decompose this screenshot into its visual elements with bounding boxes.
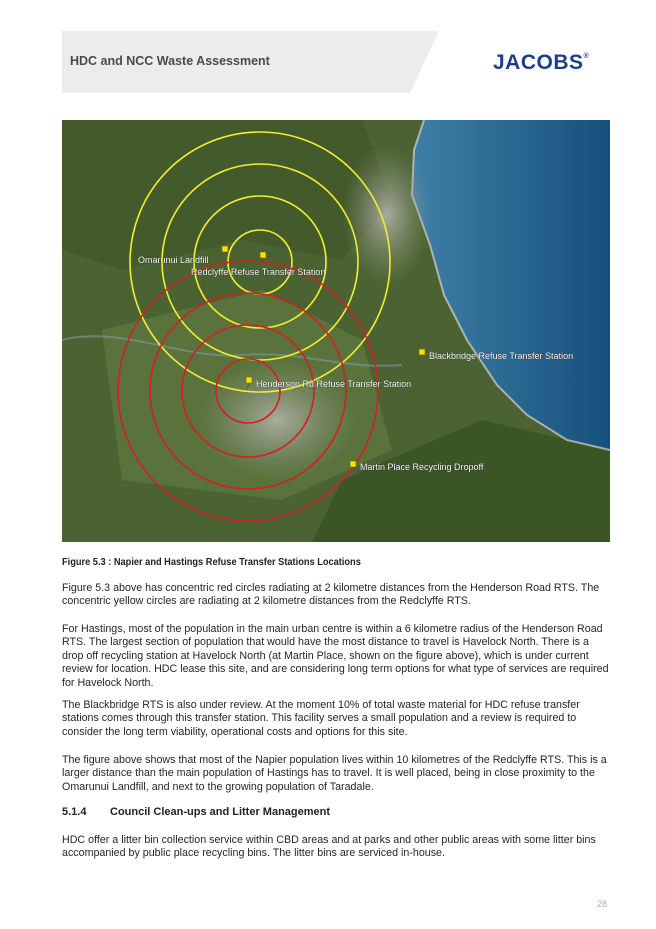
paragraph-4: The figure above shows that most of the Napier population lives within 10 kilometres of the Redclyffe RTS. This is a larger distance than the main population of Hastings has to travel. It is well placed, being in close proximity to the Omarunui Landfill, and next to the growing population of Taradale. [62, 754, 607, 793]
paragraph-2: For Hastings, most of the population in the main urban centre is within a 6 kilometre radius of the Henderson Road RTS. The largest section of population that would have the most distance to travel is Havelock North. There is a drop off recycling station at Havelock North (at Martin Place, shown on the figure above), which is under current review for location. HDC lease this site, and are considering long term options for what type of services are required for Havelock North. [62, 623, 609, 689]
document-title: HDC and NCC Waste Assessment [70, 54, 270, 68]
label-omarunui-landfill: Omarunui Landfill [138, 255, 209, 265]
page-number: 28 [597, 899, 608, 909]
logo-text: JACOBS [493, 51, 584, 74]
satellite-map [62, 120, 610, 542]
label-martin-place-dropoff: Martin Place Recycling Dropoff [360, 462, 484, 472]
paragraph-1: Figure 5.3 above has concentric red circles radiating at 2 kilometre distances from the Henderson Road RTS. The concentric yellow circles are radiating at 2 kilometre distances from the Redclyffe RTS. [62, 582, 600, 608]
paragraph-3: The Blackbridge RTS is also under review. At the moment 10% of total waste material for HDC refuse transfer stations comes through this transfer station. This facility serves a small population and a review is required to consider the long term viability, operational costs and options for this site. [62, 699, 580, 738]
figure-caption: Figure 5.3 : Napier and Hastings Refuse Transfer Stations Locations [62, 556, 361, 568]
section-heading [62, 806, 330, 818]
label-redclyffe-rts: Redclyffe Refuse Transfer Station [191, 267, 326, 277]
jacobs-logo [493, 51, 589, 75]
label-henderson-rd-rts: Henderson Rd Refuse Transfer Station [256, 379, 412, 389]
paragraph-5: HDC offer a litter bin collection service within CBD areas and at parks and other public areas with some litter bins accompanied by public place recycling bins. The litter bins are serviced in-house. [62, 834, 596, 860]
logo-registered-mark: ® [583, 53, 590, 60]
section-number: 5.1.4 [62, 806, 87, 818]
napier-urban-area [342, 145, 432, 285]
section-title: Council Clean-ups and Litter Management [110, 806, 331, 818]
label-blackbridge-rts: Blackbridge Refuse Transfer Station [429, 351, 574, 361]
